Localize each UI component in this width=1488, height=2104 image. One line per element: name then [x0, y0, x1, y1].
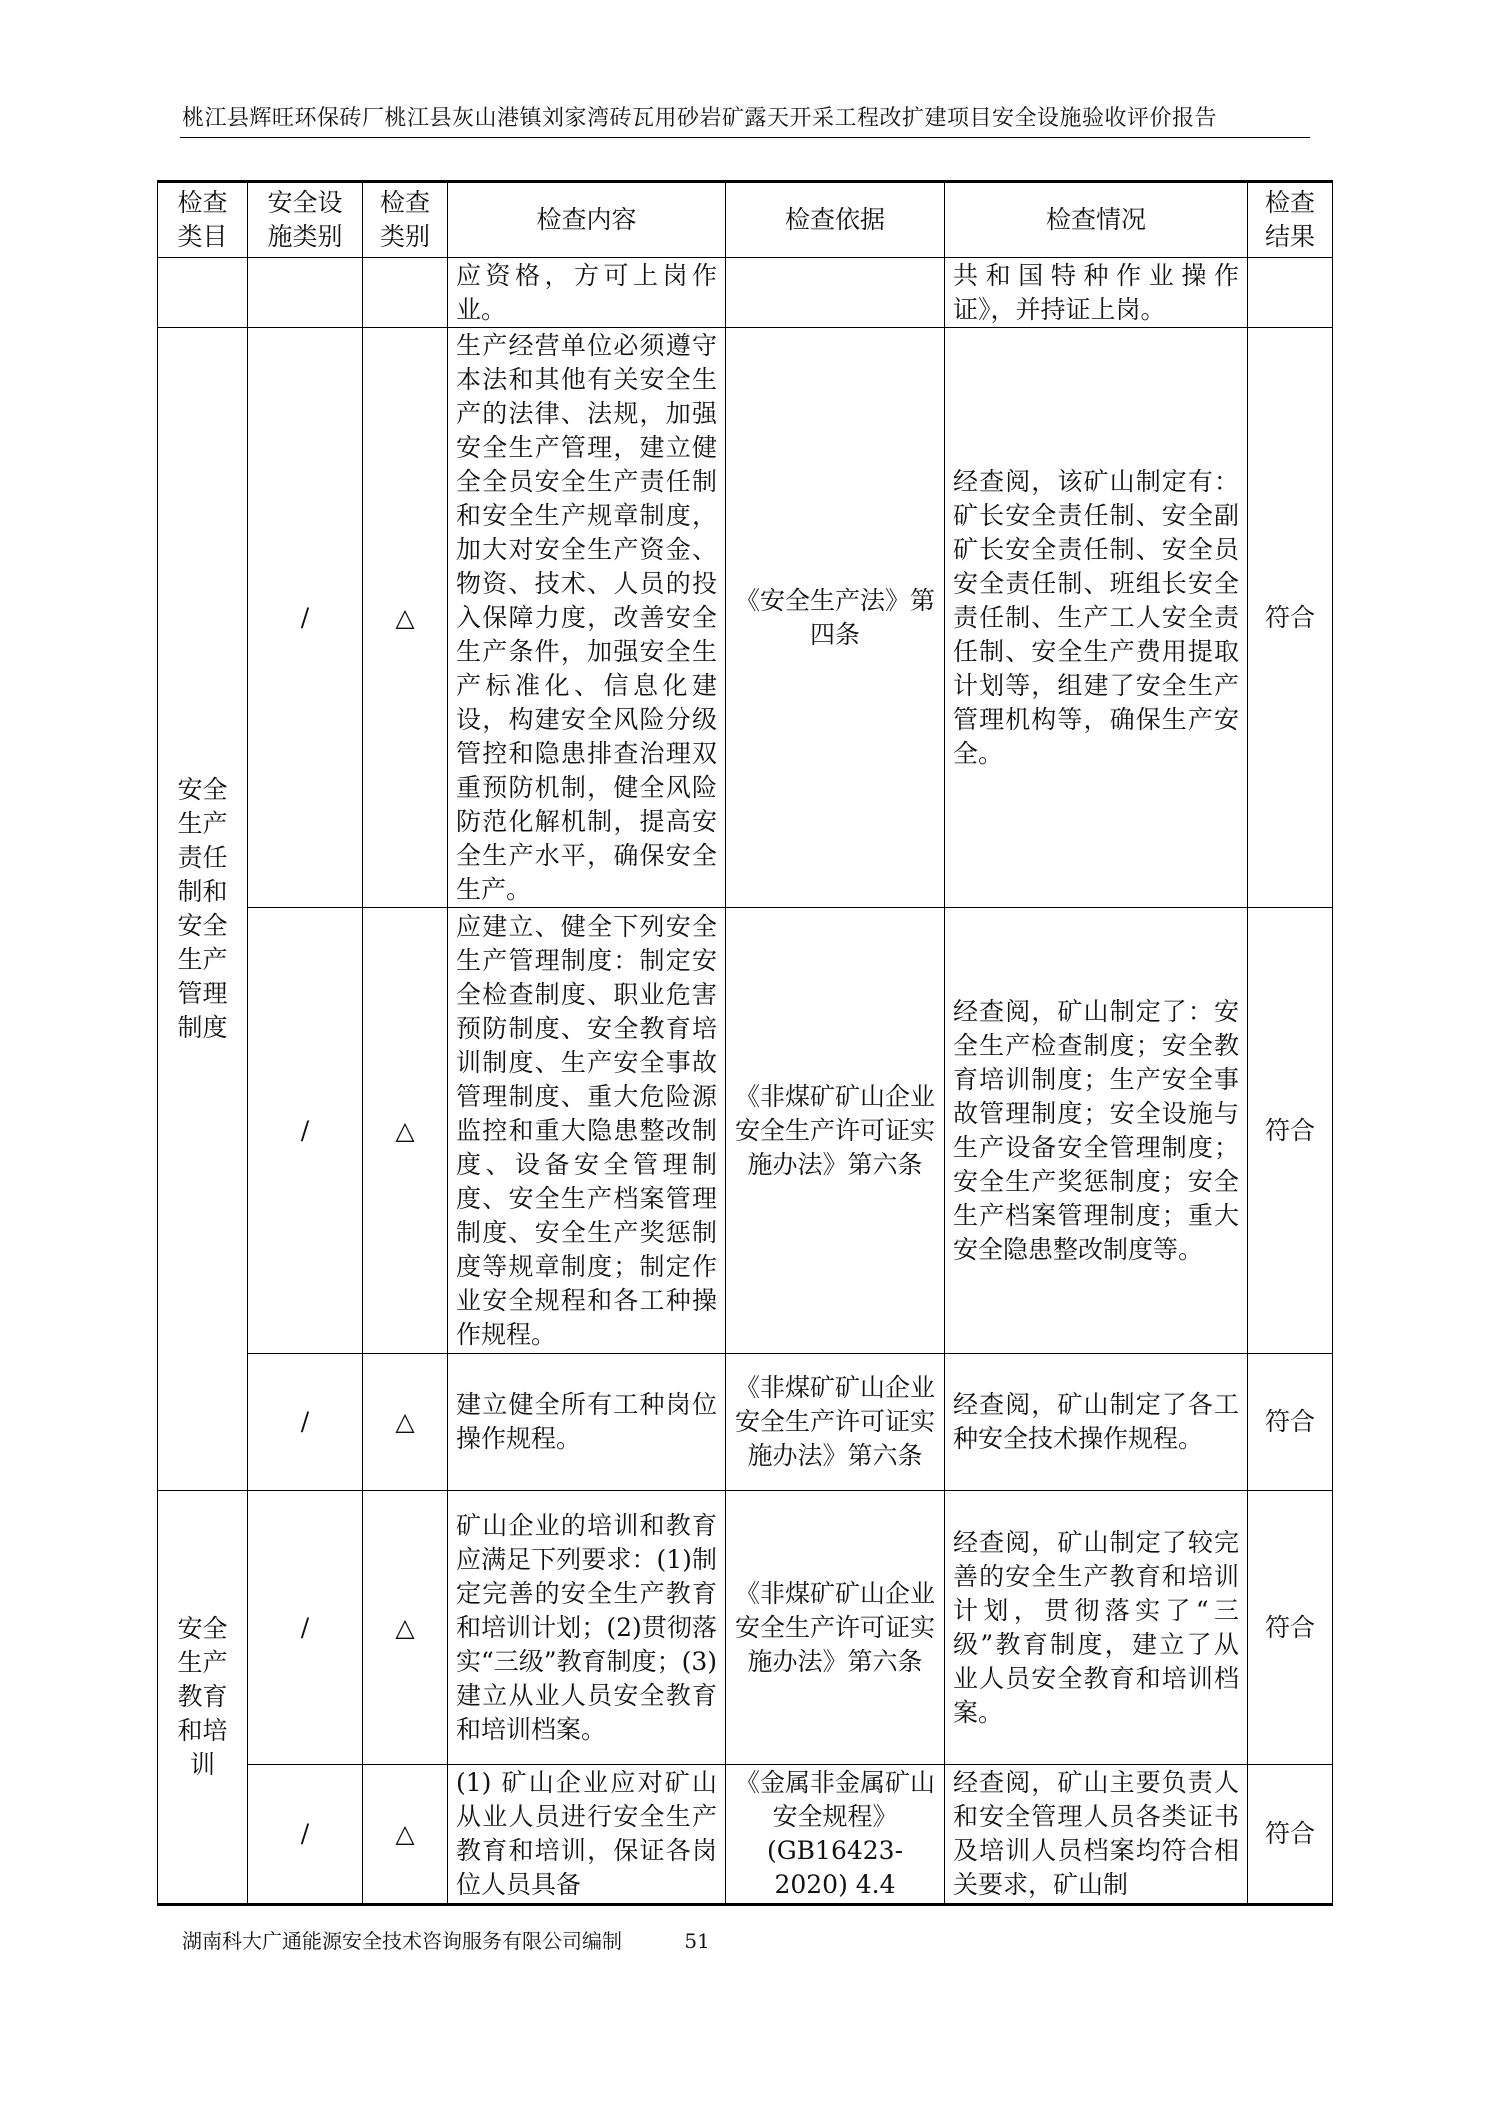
situation-cell: 经查阅，矿山制定了较完善的安全生产教育和培训计划，贯彻落实了“三级”教育制度，建立了从业人员安全教育和培训档案。	[945, 1491, 1248, 1765]
facility-cell: /	[248, 1491, 363, 1765]
type-cell: △	[363, 908, 448, 1354]
result-cell	[1248, 258, 1333, 328]
category-cell: 安全生产教育和培训	[158, 1491, 248, 1905]
situation-cell: 经查阅，矿山主要负责人和安全管理人员各类证书及培训人员档案均符合相关要求，矿山制	[945, 1765, 1248, 1905]
table-row	[158, 258, 1333, 328]
type-cell: △	[363, 1354, 448, 1491]
basis-cell: 《安全生产法》第四条	[726, 328, 945, 908]
inspection-table	[157, 180, 1333, 1906]
basis-cell: 《金属非金属矿山安全规程》(GB16423-2020) 4.4	[726, 1765, 945, 1905]
table-header-row	[158, 182, 1333, 258]
table-row	[158, 328, 1333, 908]
header-category: 检查类目	[158, 182, 248, 258]
result-cell: 符合	[1248, 1354, 1333, 1491]
header-divider	[180, 137, 1310, 138]
situation-cell: 经查阅，矿山制定了：安全生产检查制度；安全教育培训制度；生产安全事故管理制度；安全设施与生产设备安全管理制度；安全生产奖惩制度；安全生产档案管理制度；重大安全隐患整改制度等。	[945, 908, 1248, 1354]
result-cell: 符合	[1248, 1765, 1333, 1905]
footer-company: 湖南科大广通能源安全技术咨询服务有限公司编制	[182, 1929, 622, 1953]
content-cell: (1) 矿山企业应对矿山从业人员进行安全生产教育和培训，保证各岗位人员具备	[448, 1765, 726, 1905]
category-cell	[158, 258, 248, 328]
facility-cell: /	[248, 1765, 363, 1905]
content-cell: 应资格，方可上岗作业。	[448, 258, 726, 328]
result-cell: 符合	[1248, 328, 1333, 908]
facility-cell: /	[248, 328, 363, 908]
table-row	[158, 1765, 1333, 1905]
table-row	[158, 1354, 1333, 1491]
situation-cell: 共和国特种作业操作证》，并持证上岗。	[945, 258, 1248, 328]
facility-cell	[248, 258, 363, 328]
result-cell: 符合	[1248, 908, 1333, 1354]
header-check-result: 检查结果	[1248, 182, 1333, 258]
basis-cell: 《非煤矿矿山企业安全生产许可证实施办法》第六条	[726, 1354, 945, 1491]
type-cell	[363, 258, 448, 328]
situation-cell: 经查阅，矿山制定了各工种安全技术操作规程。	[945, 1354, 1248, 1491]
situation-cell: 经查阅，该矿山制定有：矿长安全责任制、安全副矿长安全责任制、安全员安全责任制、班组长安全责任制、生产工人安全责任制、安全生产费用提取计划等，组建了安全生产管理机构等，确保生产安全。	[945, 328, 1248, 908]
header-check-type: 检查类别	[363, 182, 448, 258]
page-number: 51	[684, 1929, 710, 1953]
type-cell: △	[363, 1491, 448, 1765]
type-cell: △	[363, 328, 448, 908]
header-check-situation: 检查情况	[945, 182, 1248, 258]
report-header-title: 桃江县辉旺环保砖厂桃江县灰山港镇刘家湾砖瓦用砂岩矿露天开采工程改扩建项目安全设施验收评价报告	[182, 106, 1218, 131]
header-check-basis: 检查依据	[726, 182, 945, 258]
basis-cell: 《非煤矿矿山企业安全生产许可证实施办法》第六条	[726, 908, 945, 1354]
content-cell: 矿山企业的培训和教育应满足下列要求：(1)制定完善的安全生产教育和培训计划；(2)贯彻落实“三级”教育制度；(3)建立从业人员安全教育和培训档案。	[448, 1491, 726, 1765]
type-cell: △	[363, 1765, 448, 1905]
category-cell: 安全生产责任制和安全生产管理制度	[158, 328, 248, 1491]
result-cell: 符合	[1248, 1491, 1333, 1765]
facility-cell: /	[248, 1354, 363, 1491]
basis-cell: 《非煤矿矿山企业安全生产许可证实施办法》第六条	[726, 1491, 945, 1765]
basis-cell	[726, 258, 945, 328]
content-cell: 应建立、健全下列安全生产管理制度：制定安全检查制度、职业危害预防制度、安全教育培训制度、生产安全事故管理制度、重大危险源监控和重大隐患整改制度、设备安全管理制度、安全生产档案管理制度、安全生产奖惩制度等规章制度；制定作业安全规程和各工种操作规程。	[448, 908, 726, 1354]
table-row	[158, 908, 1333, 1354]
page-footer	[182, 1928, 710, 1954]
table-row	[158, 1491, 1333, 1765]
content-cell: 建立健全所有工种岗位操作规程。	[448, 1354, 726, 1491]
header-facility-type: 安全设施类别	[248, 182, 363, 258]
content-cell: 生产经营单位必须遵守本法和其他有关安全生产的法律、法规，加强安全生产管理，建立健全全员安全生产责任制和安全生产规章制度，加大对安全生产资金、物资、技术、人员的投入保障力度，改善安全生产条件，加强安全生产标准化、信息化建设，构建安全风险分级管控和隐患排查治理双重预防机制，健全风险防范化解机制，提高安全生产水平，确保安全生产。	[448, 328, 726, 908]
facility-cell: /	[248, 908, 363, 1354]
header-check-content: 检查内容	[448, 182, 726, 258]
